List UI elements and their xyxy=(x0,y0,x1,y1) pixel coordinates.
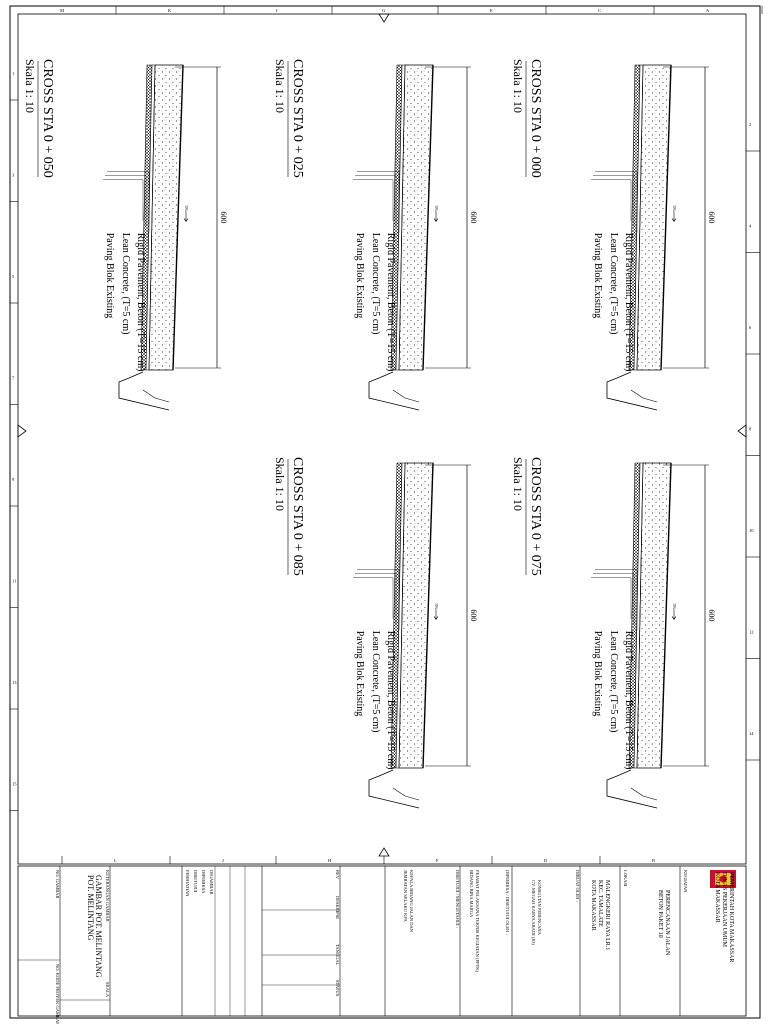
role-label: DIGAMBAR xyxy=(209,870,214,895)
border-letter-top: A xyxy=(706,8,710,13)
diperiksa-text: BIDANG BINA MARGA xyxy=(469,870,474,918)
border-number-right: 8 xyxy=(749,426,752,432)
border-number-right: 14 xyxy=(749,731,754,736)
konsultan-text: KONSULTAN PERENCANA xyxy=(537,880,542,935)
leader-line xyxy=(595,570,637,631)
agency-name: PEMERINTAH KOTA MAKASSAR xyxy=(728,872,734,963)
section-title: CROSS STA 0 + 025 xyxy=(290,59,305,178)
lokasi-label: LOKASI xyxy=(623,870,628,887)
border-number-left: 9 xyxy=(12,477,15,482)
layer-label: Lean Concrete, (T=5 cm) xyxy=(370,630,381,733)
revision-header: DESKRIPSI xyxy=(335,896,340,919)
cross-section xyxy=(273,59,478,410)
leader-line xyxy=(357,570,399,631)
role-label: PERIHATIAN xyxy=(185,870,190,897)
leader-line xyxy=(105,176,146,227)
center-mark-right xyxy=(738,425,746,437)
section-title: CROSS STA 0 + 085 xyxy=(290,457,305,576)
leader-line xyxy=(355,176,396,227)
leader-line xyxy=(107,172,149,233)
slope-value: 3% xyxy=(184,205,189,212)
slope-value: 3% xyxy=(434,205,439,212)
layer-label: Rigid Pavement, Beton (T=15 cm) xyxy=(385,232,396,372)
border-number-left: 3 xyxy=(12,172,15,178)
leader-line xyxy=(591,578,631,619)
sections-layer xyxy=(23,59,716,808)
border-number-right: 2 xyxy=(749,122,752,127)
border-number-left: 13 xyxy=(12,680,17,685)
curb-ditch-inner xyxy=(393,390,419,402)
disetujui-label: DISETUJUI / MENGETAHUI : xyxy=(455,870,460,929)
revision-header: TANGGAL xyxy=(335,944,340,966)
slope-arrow xyxy=(434,609,438,619)
layer-label: Lean Concrete, (T=5 cm) xyxy=(608,630,619,733)
section-scale: Skala 1: 10 xyxy=(511,457,525,511)
slope-arrow xyxy=(184,211,188,221)
lokasi-text: KEC. TAMALATE xyxy=(597,880,603,927)
section-scale: Skala 1: 10 xyxy=(511,59,525,113)
role-label: DISETUJUI xyxy=(193,870,198,893)
dimension-value: 600 xyxy=(469,211,478,224)
title-block-text xyxy=(55,870,734,1024)
leader-line xyxy=(593,176,634,227)
border-letter-bottom: J xyxy=(222,858,224,863)
border-number-left: 7 xyxy=(12,375,15,381)
revision-header: STATUS xyxy=(335,980,340,997)
layer-label: Rigid Pavement, Beton (T=15 cm) xyxy=(135,232,146,372)
border-letter-top: M xyxy=(60,8,65,13)
cross-section xyxy=(23,59,228,410)
border-letter-top: G xyxy=(382,8,386,13)
border-letter-bottom: D xyxy=(544,858,548,863)
layer-label: Paving Blok Existing xyxy=(592,630,603,717)
border-number-left: 11 xyxy=(12,578,17,584)
section-scale: Skala 1: 10 xyxy=(273,457,287,511)
layer-label: Rigid Pavement, Beton (T=15 cm) xyxy=(385,630,396,770)
leader-line xyxy=(353,578,393,619)
kepala-text: JEMBATAN SELAKU KPA xyxy=(403,870,408,922)
title-block xyxy=(18,866,746,1016)
layer-label: Lean Concrete, (T=5 cm) xyxy=(370,232,381,335)
border-number-right: 10 xyxy=(749,528,754,533)
dimension-value: 600 xyxy=(469,609,478,622)
border-letter-top: C xyxy=(598,8,602,13)
agency-name: DINAS PEKERJAAN UMUM xyxy=(721,872,727,948)
dimension-value: 600 xyxy=(707,609,716,622)
kegiatan-text: BETON PAKET 10 xyxy=(657,890,663,938)
lokasi-text: KOTA MAKASSAR xyxy=(590,880,596,931)
leader-line xyxy=(353,180,393,221)
kegiatan-label: KEGIATAN xyxy=(683,870,688,893)
border-number-left: 15 xyxy=(12,781,17,787)
drawing-title: POT. MELINTANG xyxy=(86,875,95,941)
section-scale: Skala 1: 10 xyxy=(23,59,37,113)
border-number-right: 4 xyxy=(749,223,752,229)
border-number-right: 6 xyxy=(749,325,752,330)
leader-line xyxy=(591,180,631,221)
curb-ditch-inner xyxy=(143,390,169,402)
slope-value: 3% xyxy=(434,603,439,610)
center-mark-left xyxy=(18,425,26,437)
leader-line xyxy=(355,574,396,625)
border-letter-top: K xyxy=(168,8,172,13)
border-letter-top: I xyxy=(276,8,278,13)
layer-label: Paving Blok Existing xyxy=(104,232,115,319)
no-kode-label: NO. KODE PROYEK GAMBAR xyxy=(55,964,60,1024)
leader-line xyxy=(593,574,634,625)
kepala-text: KEPALA BIDANG JALAN DAN xyxy=(409,870,414,932)
layer-label: Rigid Pavement, Beton (T=15 cm) xyxy=(623,630,634,770)
slope-value: 3% xyxy=(672,603,677,610)
lokasi-text: MALENGKERI RAYA LR.1 xyxy=(604,880,610,951)
layer-label: Paving Blok Existing xyxy=(354,232,365,319)
layer-label: Rigid Pavement, Beton (T=15 cm) xyxy=(623,232,634,372)
skala-label: SKALA xyxy=(105,982,110,998)
kegiatan-text: PERENCANAAN JALAN xyxy=(664,890,670,956)
diperiksa-label: DIPERIKSA / DISETUJUI OLEH : xyxy=(505,870,510,935)
slope-arrow xyxy=(672,211,676,221)
section-title: CROSS STA 0 + 050 xyxy=(40,59,55,178)
curb-ditch-inner xyxy=(631,788,657,800)
slope-arrow xyxy=(672,609,676,619)
dimension-value: 600 xyxy=(219,211,228,224)
border-letter-top: E xyxy=(490,8,493,13)
revision-header: REV xyxy=(335,870,340,879)
konsultan-text: CV. MEGAH KARYA ABADI (JO) xyxy=(531,880,536,945)
drawing-title: GAMBAR POT. MELINTANG xyxy=(94,875,103,978)
slope-arrow xyxy=(434,211,438,221)
section-title: CROSS STA 0 + 000 xyxy=(528,59,543,178)
section-scale: Skala 1: 10 xyxy=(273,59,287,113)
border-number-right: 12 xyxy=(749,629,754,635)
curb-ditch-inner xyxy=(631,390,657,402)
section-title: CROSS STA 0 + 075 xyxy=(528,457,543,576)
border-letter-bottom: L xyxy=(114,858,117,863)
layer-label: Paving Blok Existing xyxy=(592,232,603,319)
dimension-value: 600 xyxy=(707,211,716,224)
border-letter-bottom: H xyxy=(328,858,332,863)
layer-label: Paving Blok Existing xyxy=(354,630,365,717)
role-label: DIPERIKSA xyxy=(201,870,206,894)
cross-section xyxy=(511,59,716,410)
leader-line xyxy=(595,172,637,233)
cross-section xyxy=(511,457,716,808)
curb-ditch-inner xyxy=(393,788,419,800)
border-number-left: 5 xyxy=(12,274,15,279)
border-letter-bottom: B xyxy=(652,858,656,863)
slope-value: 3% xyxy=(672,205,677,212)
center-mark-top xyxy=(379,14,389,22)
layer-label: Lean Concrete, (T=5 cm) xyxy=(608,232,619,335)
agency-name: KOTA MAKASSAR xyxy=(714,872,720,923)
diperiksa-text: PEJABAT PELAKSANA TEKNIS KEGIATAN (PPTK) xyxy=(475,870,480,972)
center-mark-bottom xyxy=(379,848,389,856)
layer-label: Lean Concrete, (T=5 cm) xyxy=(120,232,131,335)
border-letter-bottom: F xyxy=(436,858,439,863)
leader-line xyxy=(103,180,143,221)
no-gambar-label: NO. GAMBAR xyxy=(55,870,60,899)
leader-line xyxy=(357,172,399,233)
cross-section xyxy=(273,457,478,808)
keterangan-label: KETERANGAN GAMBAR xyxy=(105,870,110,922)
border-number-left: 1 xyxy=(12,71,15,76)
dibuat-label: DIBUAT OLEH : xyxy=(575,870,580,902)
